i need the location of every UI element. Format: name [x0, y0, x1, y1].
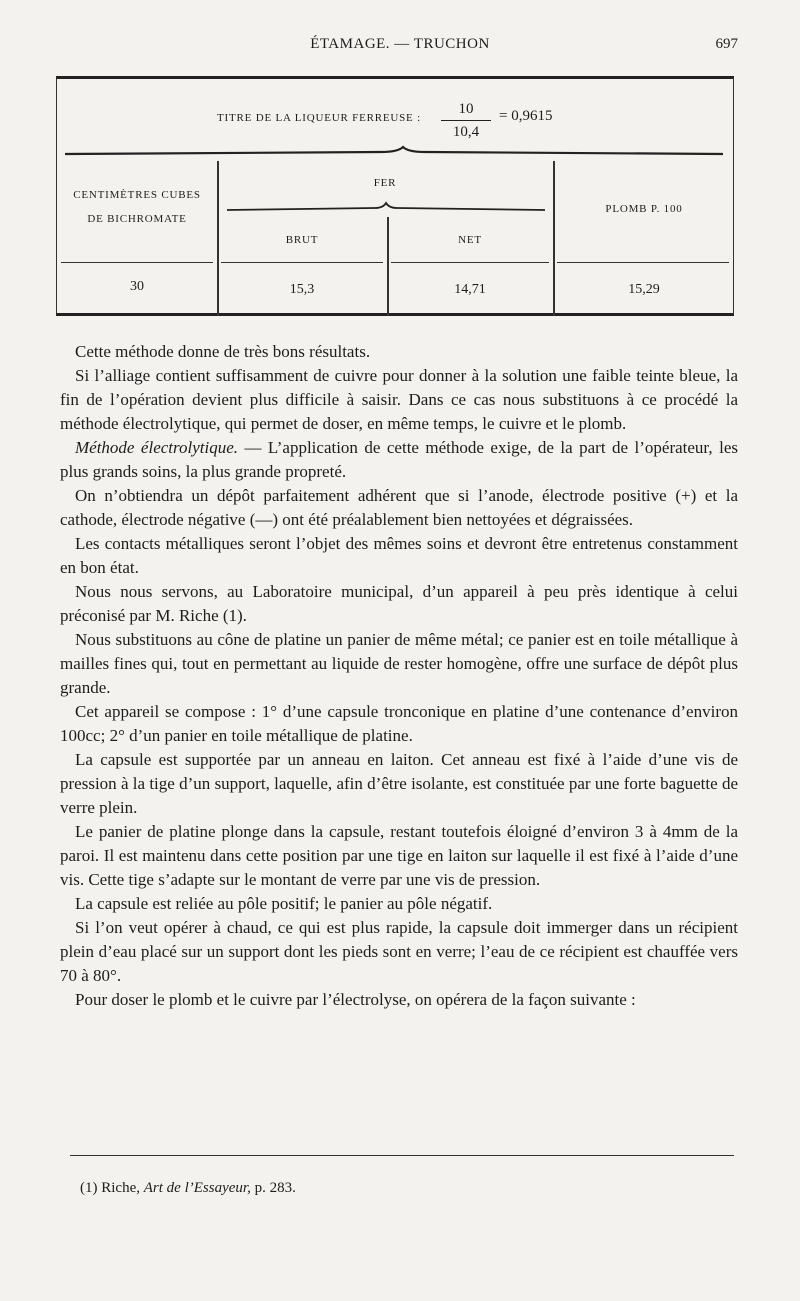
paragraph: Nous nous servons, au Laboratoire municipal, d’un appareil à peu près identique à celui préconisé par M. Riche (1).	[60, 582, 738, 625]
paragraph: Pour doser le plomb et le cuivre par l’électrolyse, on opérera de la façon suivante :	[75, 990, 636, 1009]
titre-result: = 0,9615	[499, 108, 553, 124]
paragraph: Les contacts métalliques seront l’objet des mêmes soins et devront être entretenus constamment en bon état.	[60, 534, 738, 577]
paragraph: Si l’on veut opérer à chaud, ce qui est plus rapide, la capsule doit immerger dans un récipient plein d’eau placé sur un support dont les pieds sont en verre; l’eau de ce récipient est chauffée vers 70 à 80°.	[60, 918, 738, 985]
body-text	[60, 340, 738, 1012]
fraction-numerator: 10	[458, 101, 474, 117]
running-title: ÉTAMAGE. — TRUCHON	[310, 36, 490, 52]
column-divider-2	[387, 217, 389, 316]
titre-label: TITRE DE LA LIQUEUR FERREUSE :	[217, 112, 421, 124]
paragraph: Cet appareil se compose : 1° d’une capsule tronconique en platine d’une contenance d’environ 100cc; 2° d’un panier en toile métallique de platine.	[60, 702, 738, 745]
cell-centimetres: 30	[130, 279, 144, 294]
footnote-rule	[70, 1155, 734, 1156]
header-rule-3	[391, 262, 549, 263]
fraction-denominator: 10,4	[452, 124, 480, 140]
footnote-page: p. 283.	[254, 1180, 296, 1196]
header-centimetres-line2: DE BICHROMATE	[87, 213, 187, 225]
header-brut: BRUT	[285, 234, 319, 246]
running-head	[0, 36, 800, 58]
page-number: 697	[715, 36, 738, 52]
paragraph: Cette méthode donne de très bons résultats.	[75, 342, 371, 361]
header-rule-2	[221, 262, 383, 263]
footnote-title: Art de l’Essayeur,	[143, 1180, 251, 1196]
header-centimetres-line1: CENTIMÈTRES CUBES	[73, 189, 201, 201]
main-brace	[63, 145, 729, 157]
titre-fraction	[441, 99, 491, 142]
paragraph: Nous substituons au cône de platine un panier de même métal; ce panier est en toile métallique à mailles fines qui, tout en permettant au liquide de rester homogène, offre une surface de dépôt plus grande.	[60, 630, 738, 697]
cell-plomb: 15,29	[628, 282, 660, 297]
fraction-bar	[441, 120, 491, 121]
cell-brut: 15,3	[289, 282, 315, 297]
header-plomb: PLOMB P. 100	[605, 203, 683, 215]
header-rule-1	[61, 262, 213, 263]
paragraph: Si l’alliage contient suffisamment de cuivre pour donner à la solution une faible teinte bleue, la fin de l’opération devient plus difficile à saisir. Dans ce cas nous substituons à ce procédé la méthode électrolytique, qui permet de doser, en même temps, le cuivre et le plomb.	[60, 366, 738, 433]
paragraph: On n’obtiendra un dépôt parfaitement adhérent que si l’anode, électrode positive (+) et la cathode, électrode négative (—) ont été préalablement bien nettoyées et dégraissées.	[60, 486, 738, 529]
footnote	[80, 1180, 296, 1197]
header-net: NET	[458, 234, 482, 246]
paragraph: La capsule est supportée par un anneau en laiton. Cet anneau est fixé à l’aide d’une vis de pression à la tige d’un support, laquelle, afin d’être isolante, est constituée par une forte baguette de verre plein.	[60, 750, 738, 817]
header-fer: FER	[373, 177, 397, 189]
paragraph: Le panier de platine plonge dans la capsule, restant toutefois éloigné d’environ 3 à 4mm de la paroi. Il est maintenu dans cette position par une tige en laiton sur laquelle il est fixé à l’aide d’une vis. Cette tige s’adapte sur le montant de verre par une vis de pression.	[60, 822, 738, 889]
footnote-author: Riche,	[101, 1180, 140, 1196]
fer-brace	[225, 201, 547, 213]
titre-row	[57, 79, 733, 151]
italic-heading: Méthode électrolytique.	[75, 438, 239, 457]
paragraph: Méthode électrolytique. — L’application de cette méthode exige, de la part de l’opérateur, les plus grands soins, la plus grande propreté.	[60, 438, 738, 481]
titration-table	[56, 76, 734, 316]
cell-net: 14,71	[454, 282, 486, 297]
footnote-marker: (1)	[80, 1180, 98, 1196]
header-rule-4	[557, 262, 729, 263]
paragraph: La capsule est reliée au pôle positif; le panier au pôle négatif.	[75, 894, 493, 913]
